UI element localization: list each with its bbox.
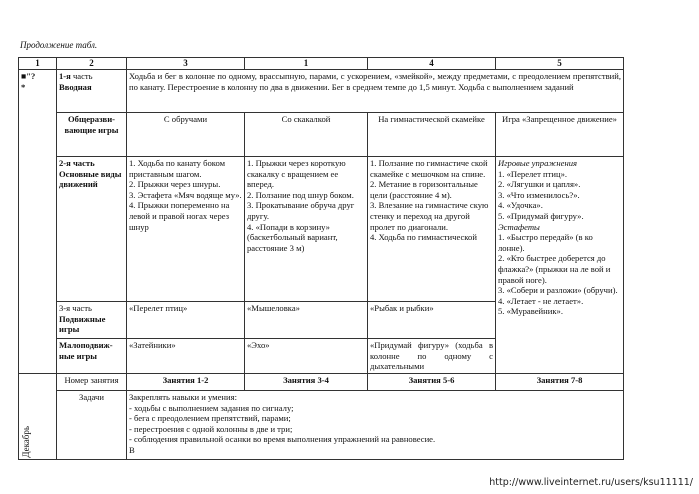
line: 2. Метание в горизонтальные <box>370 179 478 190</box>
row-label: Малоподвиж-ные игры <box>57 339 127 374</box>
line: 2. «Лягушки и цапля». <box>498 179 581 190</box>
line: 1. Ходьба по канату боком <box>129 158 226 168</box>
part-title: Основные виды движений <box>59 168 122 190</box>
part-number: 1-я <box>59 71 71 81</box>
table-row <box>19 391 624 460</box>
line: 2. Прыжки через шнуры. <box>129 179 221 190</box>
row-label <box>57 302 127 339</box>
cell <box>127 157 245 302</box>
col1-mark: * <box>21 81 26 92</box>
cell: Игра «Запрещенное движение» <box>496 113 624 157</box>
cell: «Затейники» <box>127 339 245 374</box>
line: Игровые упражнения <box>498 158 577 168</box>
cell <box>496 157 624 374</box>
part-word: часть <box>72 71 93 81</box>
line: 4. «Летает - не летает». <box>498 295 584 306</box>
table-row <box>19 70 624 113</box>
line: В <box>129 444 135 455</box>
line: Эстафеты <box>498 221 540 232</box>
cell <box>368 157 496 302</box>
table-caption: Продолжение табл. <box>20 40 98 50</box>
cell: На гимнастической скамейке <box>368 113 496 157</box>
header-row <box>19 58 624 70</box>
cell: «Придумай фигуру» (ходьба в колонне по одному с дыхательными <box>368 339 496 374</box>
cell: Занятия 3-4 <box>245 374 368 391</box>
month-label: Декабрь <box>21 426 31 458</box>
header-cell: 3 <box>127 58 245 70</box>
line: - перестроения с одной колонны в две и три; <box>129 423 293 434</box>
intro-text-cell: Ходьба и бег в колонне по одному, врассыпную, парами, с ускорением, «змейкой», между предметами, с преодолением препятствий, по канату. Перестроение в колонну по два в движении. Бег в среднем темпе до 1,5 минут. Ходьба с выполнением заданий <box>127 70 624 113</box>
line: 3. «Что изменилось?». <box>498 189 580 200</box>
line: другу. <box>247 210 269 221</box>
line: 4. Прыжки попеременно на <box>129 200 230 211</box>
line: 1. «Перелет птиц». <box>498 168 568 179</box>
line: левой и правой ногах через <box>129 210 230 221</box>
row-label <box>57 157 127 302</box>
cell <box>245 157 368 302</box>
cell: Занятия 5-6 <box>368 374 496 391</box>
line: шнур <box>129 221 149 232</box>
line: 4. Ходьба по гимнастической <box>370 232 477 243</box>
line: приставным шагом. <box>129 168 202 179</box>
watermark-url: http://www.liveinternet.ru/users/ksu11111/ <box>489 477 693 488</box>
cell: Занятия 1-2 <box>127 374 245 391</box>
line: 2. «Кто быстрее доберется до флажка?» (прыжки на ле вой и правой ноге). <box>498 253 611 285</box>
line: 5. «Придумай фигуру». <box>498 210 584 221</box>
part-title: Подвижные игры <box>59 313 106 335</box>
line: 2. Ползание под шнур боком. <box>247 189 354 200</box>
line: 1. Прыжки через короткую скакалку с вращением ее вперед. <box>247 158 346 190</box>
header-cell: 5 <box>496 58 624 70</box>
table-row <box>19 374 624 391</box>
table-row <box>19 113 624 157</box>
part-number: 3-я часть <box>59 303 92 313</box>
row-label: Номер занятия <box>57 374 127 391</box>
col1-cell <box>19 70 57 374</box>
table-row <box>19 157 624 302</box>
cell: «Эхо» <box>245 339 368 374</box>
line: - соблюдения правильной осанки во время выполнения упражнений на равновесие. <box>129 434 436 445</box>
line: 1. «Быстро передай» (в ко лонне). <box>498 232 593 253</box>
cell: С обручами <box>127 113 245 157</box>
line: Закреплять навыки и умения: <box>129 392 237 402</box>
header-cell: 1 <box>245 58 368 70</box>
cell: «Мышеловка» <box>245 302 368 339</box>
line: 1. Ползание по гимнастиче ской скамейке с мешочком на спине. <box>370 158 488 179</box>
part-number: 2-я часть <box>59 158 95 168</box>
cell: «Перелет птиц» <box>127 302 245 339</box>
line: 3. Эстафета «Мяч водяще му». <box>129 189 242 200</box>
month-cell <box>19 374 57 460</box>
cell: «Рыбак и рыбки» <box>368 302 496 339</box>
line: 5. «Муравейник». <box>498 306 563 317</box>
row-label: Задачи <box>57 391 127 460</box>
line: 3. «Собери и разложи» (обручи). <box>498 285 618 296</box>
line: - ходьбы с выполнением задания по сигналу; <box>129 402 294 413</box>
line: цели (расстояние 4 м). <box>370 189 452 200</box>
cell: Занятия 7-8 <box>496 374 624 391</box>
line: 3. Влезание на гимнастиче скую стенку и переход на другой пролет по диагонали. <box>370 200 489 232</box>
line: 4. «Удочка». <box>498 200 543 211</box>
lesson-table <box>18 57 624 460</box>
row-label: Общеразви-вающие игры <box>57 113 127 157</box>
col1-mark: ■"? <box>21 71 36 81</box>
line: - бега с преодолением препятствий, парами; <box>129 413 291 424</box>
line: 4. «Попади в корзину» (баскетбольный вариант, расстояние 3 м) <box>247 221 338 253</box>
header-cell: 1 <box>19 58 57 70</box>
cell: Со скакалкой <box>245 113 368 157</box>
header-cell: 2 <box>57 58 127 70</box>
header-cell: 4 <box>368 58 496 70</box>
tasks-cell <box>127 391 624 460</box>
part-title: Вводная <box>59 81 92 92</box>
part1-label-cell <box>57 70 127 113</box>
line: 3. Прокатывание обруча друг <box>247 200 355 211</box>
